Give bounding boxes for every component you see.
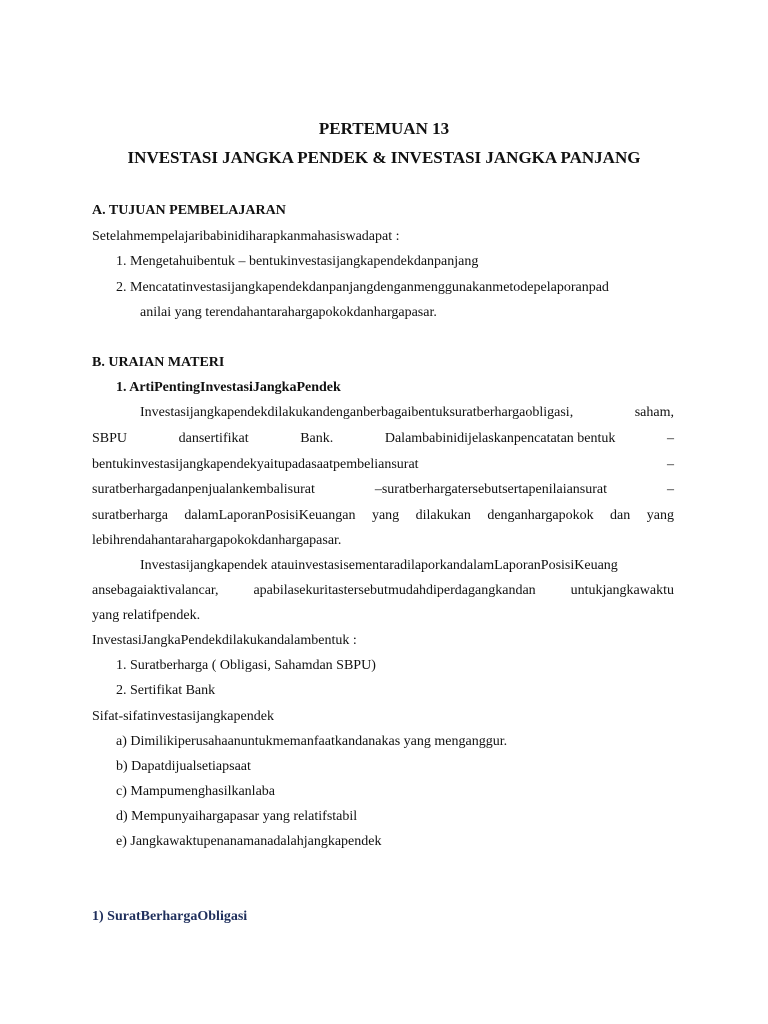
paragraph-1-line-5: suratberharga dalamLaporanPosisiKeuangan yang dilakukan denganhargapokok dan yang <box>92 508 674 523</box>
next-section-heading: 1) SuratBerhargaObligasi <box>92 909 248 924</box>
list-item: e) Jangkawaktupenanamanadalahjangkapendek <box>116 834 382 849</box>
forms-intro: InvestasiJangkaPendekdilakukandalambentuk : <box>92 633 357 648</box>
paragraph-2-line-3: yang relatifpendek. <box>92 608 201 623</box>
paragraph-2-line-2: ansebagaiaktivalancar, apabilasekuritastersebutmudahdiperdagangkandan untukjangkawaktu <box>92 583 674 598</box>
objective-item-2: 2. Mencatatinvestasijangkapendekdanpanjangdenganmenggunakanmetodepelaporanpad <box>116 280 609 295</box>
list-item: b) Dapatdijualsetiapsaat <box>116 759 251 774</box>
list-item: 1. Suratberharga ( Obligasi, Sahamdan SBPU) <box>116 658 376 673</box>
paragraph-1-line-2: SBPU dansertifikat Bank. Dalambabinidijelaskanpencatatan bentuk – <box>92 431 674 446</box>
objective-item-2-cont: anilai yang terendahantarahargapokokdanhargapasar. <box>140 305 437 320</box>
list-item: d) Mempunyaihargapasar yang relatifstabil <box>116 809 358 824</box>
section-a-heading: A. TUJUAN PEMBELAJARAN <box>92 203 286 218</box>
section-b-heading: B. URAIAN MATERI <box>92 355 225 370</box>
list-item: a) Dimilikiperusahaanuntukmemanfaatkandanakas yang menganggur. <box>116 734 508 749</box>
paragraph-1-line-6: lebihrendahantarahargapokokdanhargapasar. <box>92 533 342 548</box>
objective-item-1: 1. Mengetahuibentuk – bentukinvestasijangkapendekdanpanjang <box>116 254 479 269</box>
paragraph-1-line-1: Investasijangkapendekdilakukandenganberbagaibentuksuratberhargaobligasi, saham, <box>140 405 674 420</box>
document-subtitle: INVESTASI JANGKA PENDEK & INVESTASI JANGKA PANJANG <box>127 148 641 167</box>
document-title: PERTEMUAN 13 <box>318 119 450 138</box>
list-item: 2. Sertifikat Bank <box>116 683 216 698</box>
paragraph-1-line-3: bentukinvestasijangkapendekyaitupadasaatpembeliansurat – <box>92 457 674 472</box>
paragraph-1-line-4: suratberhargadanpenjualankembalisurat –suratberhargatersebutsertapenilaiansurat – <box>92 482 674 497</box>
paragraph-2-line-1: Investasijangkapendek atauinvestasisementaradilaporkandalamLaporanPosisiKeuang <box>140 558 618 573</box>
section-a-intro: Setelahmempelajaribabinidiharapkanmahasiswadapat : <box>92 229 400 244</box>
traits-intro: Sifat-sifatinvestasijangkapendek <box>92 709 274 724</box>
subsection-1-heading: 1. ArtiPentingInvestasiJangkaPendek <box>116 380 341 395</box>
list-item: c) Mampumenghasilkanlaba <box>116 784 276 799</box>
